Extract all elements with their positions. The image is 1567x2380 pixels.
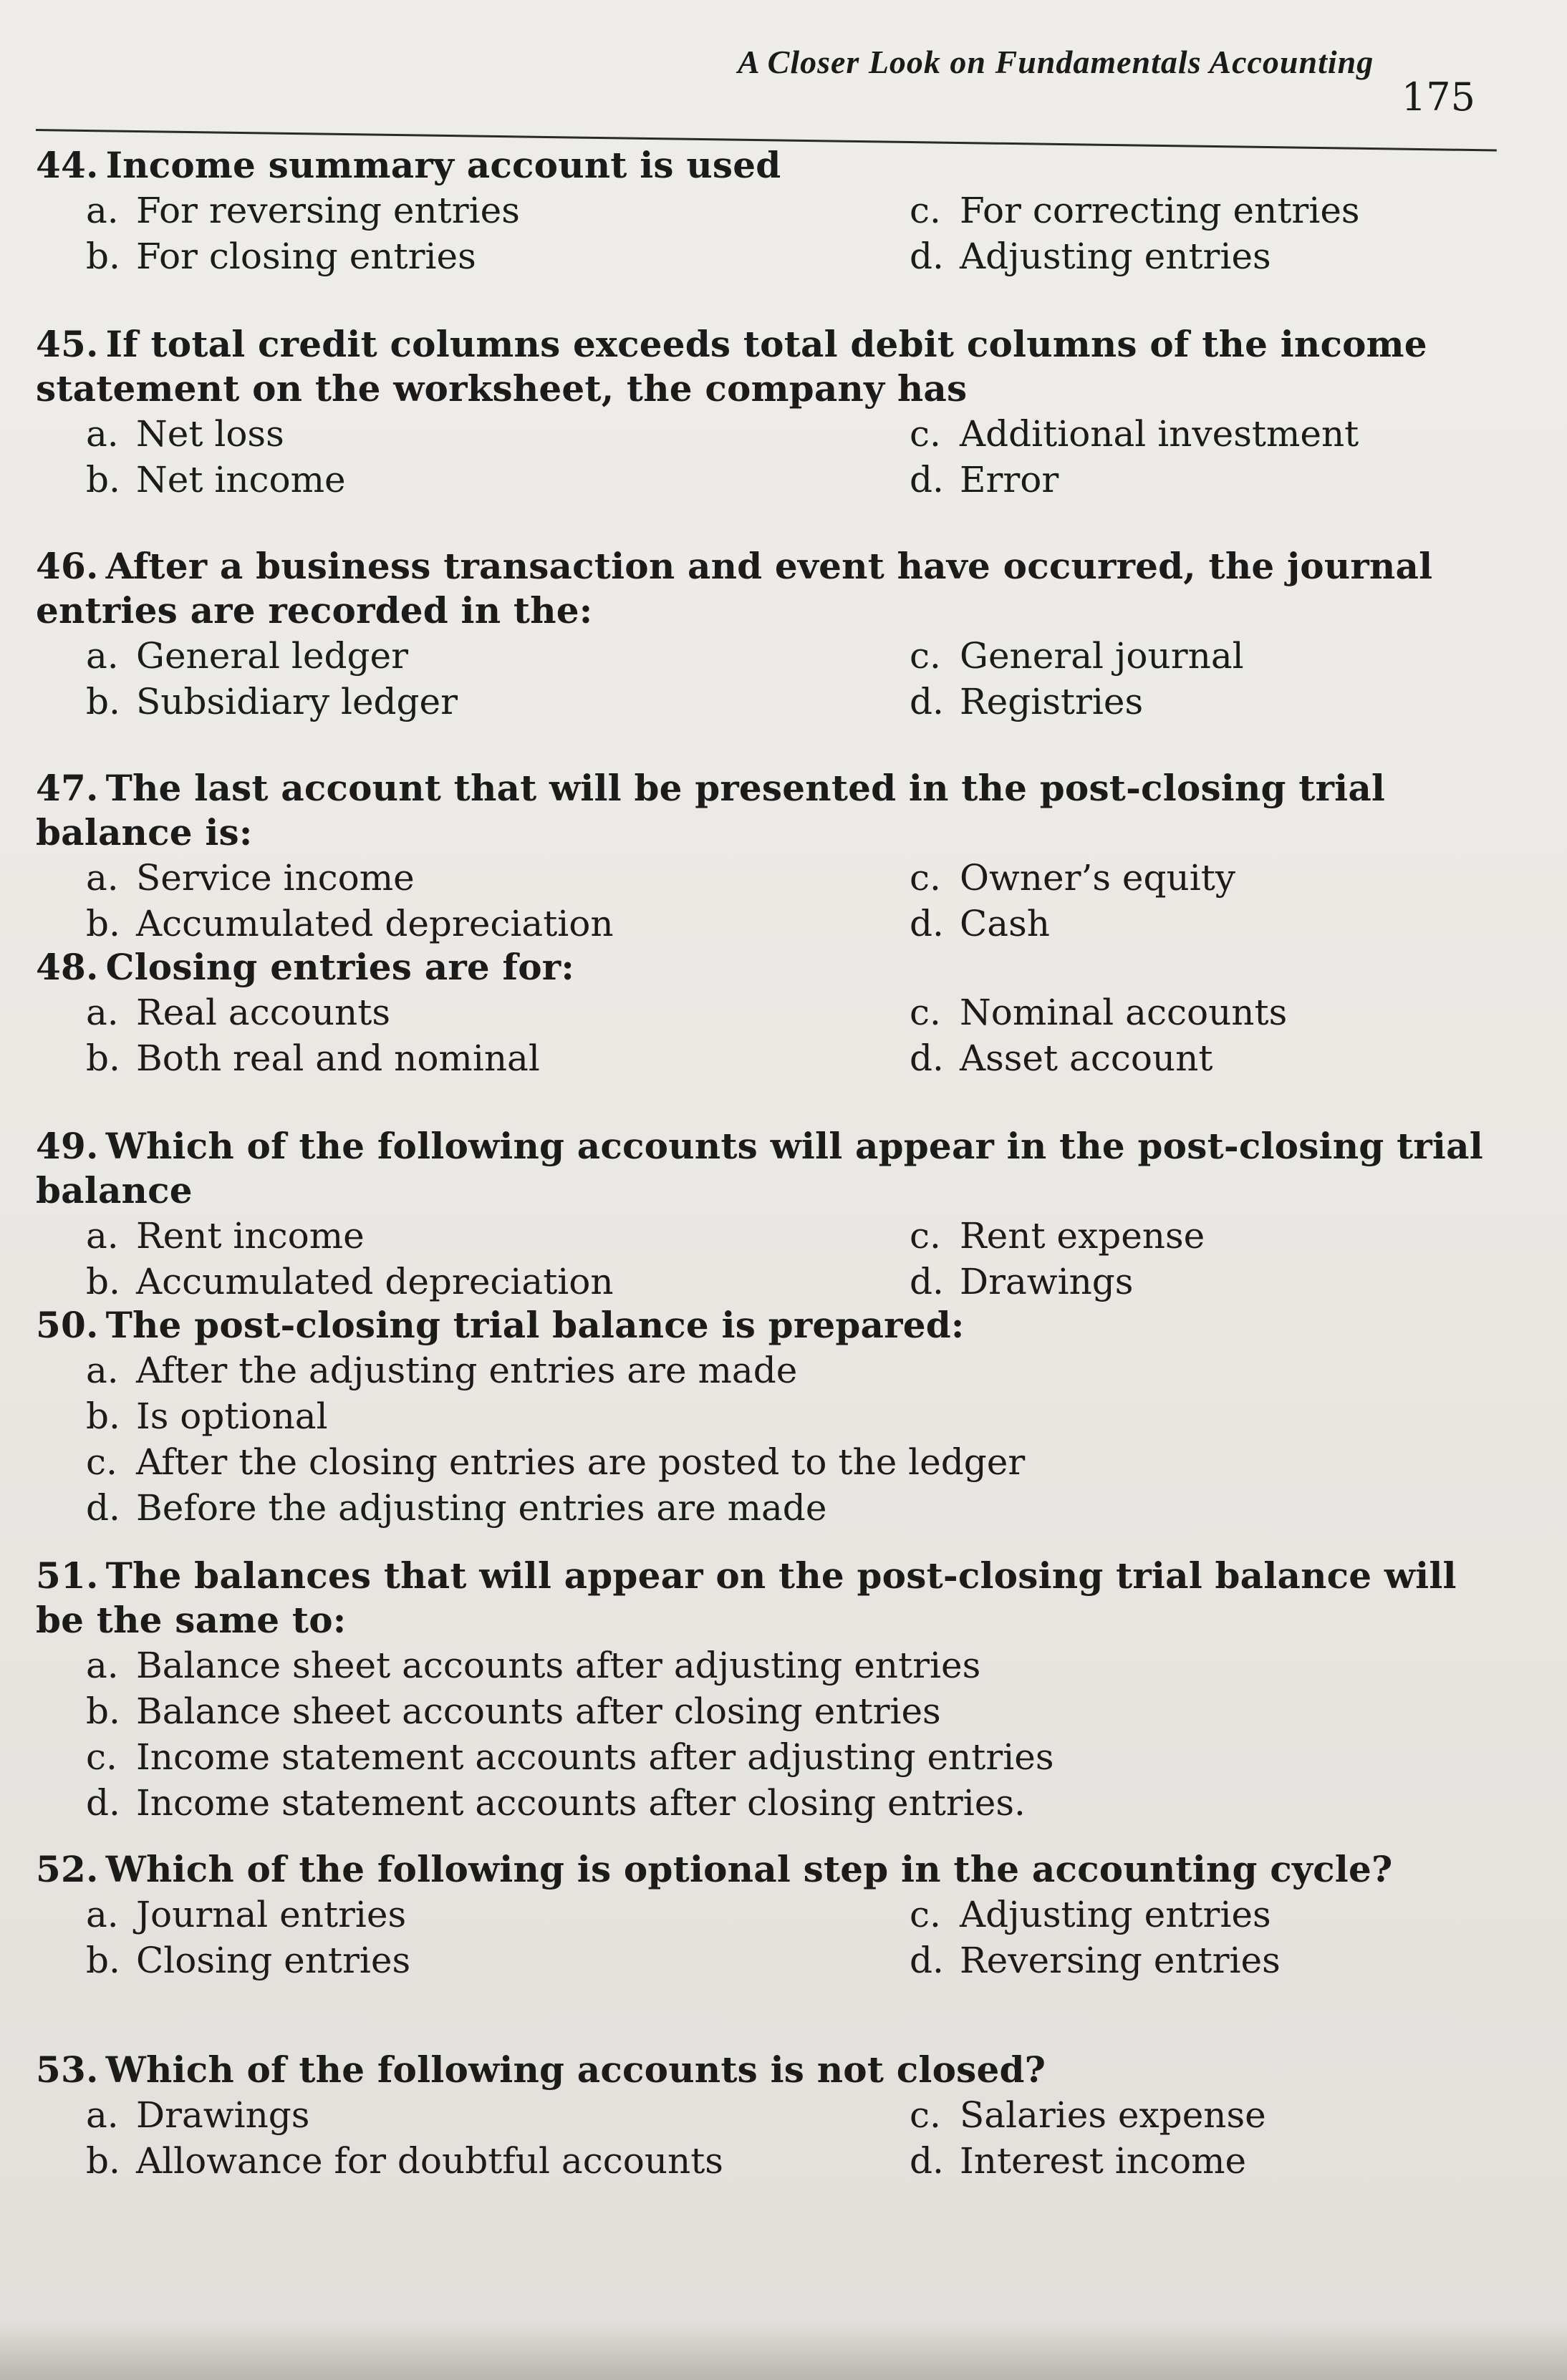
question-49 <box>36 1124 1490 1305</box>
question-stem: 44. Income summary account is used <box>36 144 781 186</box>
question-52 <box>36 1847 1490 1983</box>
option-b: b. Closing entries <box>86 1940 411 1981</box>
question-stem: 52. Which of the following is optional step in the accounting cycle? <box>36 1848 1393 1890</box>
option-c: c. Additional investment <box>910 413 1359 455</box>
options <box>86 633 1490 725</box>
option-d: d. Adjusting entries <box>910 236 1271 277</box>
option-a: a. Real accounts <box>86 992 391 1033</box>
options <box>86 411 1490 503</box>
option-a: a. Net loss <box>86 413 284 455</box>
option-c: c. After the closing entries are posted to the ledger <box>86 1441 1026 1483</box>
option-d: d. Cash <box>910 903 1050 944</box>
question-44 <box>36 143 1490 279</box>
option-d: d. Interest income <box>910 2140 1247 2182</box>
option-a: a. Drawings <box>86 2094 310 2136</box>
options <box>86 1892 1490 1983</box>
option-d: d. Before the adjusting entries are made <box>86 1487 827 1529</box>
question-51 <box>36 1554 1490 1826</box>
question-50 <box>36 1303 1490 1531</box>
question-stem: 45. If total credit columns exceeds total debit columns of the income statement on the worksheet, the company has <box>36 323 1427 410</box>
option-c: c. Nominal accounts <box>910 992 1288 1033</box>
question-stem: 50. The post-closing trial balance is prepared: <box>36 1304 965 1346</box>
option-c: c. Adjusting entries <box>910 1894 1271 1935</box>
option-d: d. Reversing entries <box>910 1940 1281 1981</box>
option-d: d. Registries <box>910 681 1144 722</box>
options <box>86 855 1490 947</box>
question-48 <box>36 945 1490 1081</box>
question-53 <box>36 2048 1490 2184</box>
option-a: a. Journal entries <box>86 1894 407 1935</box>
option-c: c. Income statement accounts after adjusting entries <box>86 1736 1054 1778</box>
option-a: a. After the adjusting entries are made <box>86 1350 798 1391</box>
option-d: d. Income statement accounts after closing entries. <box>86 1782 1026 1824</box>
page-number: 175 <box>1401 74 1475 120</box>
option-c: c. Salaries expense <box>910 2094 1266 2136</box>
book-title: A Closer Look on Fundamentals Accounting <box>738 44 1374 80</box>
question-stem: 47. The last account that will be presented in the post-closing trial balance is: <box>36 767 1386 853</box>
question-46 <box>36 544 1490 725</box>
options <box>86 990 1490 1081</box>
question-stem: 51. The balances that will appear on the post-closing trial balance will be the same to: <box>36 1554 1457 1641</box>
options <box>86 188 1490 279</box>
option-c: c. Owner’s equity <box>910 857 1236 899</box>
option-b: b. Accumulated depreciation <box>86 1261 614 1302</box>
option-c: c. For correcting entries <box>910 190 1360 231</box>
option-b: b. Accumulated depreciation <box>86 903 614 944</box>
options <box>86 1643 1490 1826</box>
question-stem: 46. After a business transaction and event have occurred, the journal entries are recorded in the: <box>36 545 1433 632</box>
options <box>86 1348 1490 1531</box>
option-d: d. Error <box>910 459 1059 500</box>
option-b: b. For closing entries <box>86 236 476 277</box>
question-stem: 49. Which of the following accounts will appear in the post-closing trial balance <box>36 1125 1483 1211</box>
option-b: b. Both real and nominal <box>86 1037 540 1079</box>
question-stem: 53. Which of the following accounts is not closed? <box>36 2048 1046 2091</box>
option-c: c. General journal <box>910 635 1244 677</box>
question-47 <box>36 766 1490 947</box>
option-b: b. Balance sheet accounts after closing entries <box>86 1690 941 1732</box>
option-a: a. Service income <box>86 857 415 899</box>
question-stem: 48. Closing entries are for: <box>36 946 574 988</box>
option-a: a. For reversing entries <box>86 190 520 231</box>
option-d: d. Asset account <box>910 1037 1213 1079</box>
option-a: a. General ledger <box>86 635 409 677</box>
page-edge-shadow <box>0 2323 1567 2380</box>
running-header <box>738 29 1490 120</box>
question-45 <box>36 322 1490 503</box>
option-b: b. Net income <box>86 459 346 500</box>
option-a: a. Rent income <box>86 1215 365 1257</box>
option-b: b. Subsidiary ledger <box>86 681 458 722</box>
options <box>86 1213 1490 1305</box>
option-b: b. Is optional <box>86 1395 328 1437</box>
options <box>86 2092 1490 2184</box>
option-c: c. Rent expense <box>910 1215 1205 1257</box>
option-a: a. Balance sheet accounts after adjusting entries <box>86 1645 981 1686</box>
option-b: b. Allowance for doubtful accounts <box>86 2140 723 2182</box>
option-d: d. Drawings <box>910 1261 1134 1302</box>
